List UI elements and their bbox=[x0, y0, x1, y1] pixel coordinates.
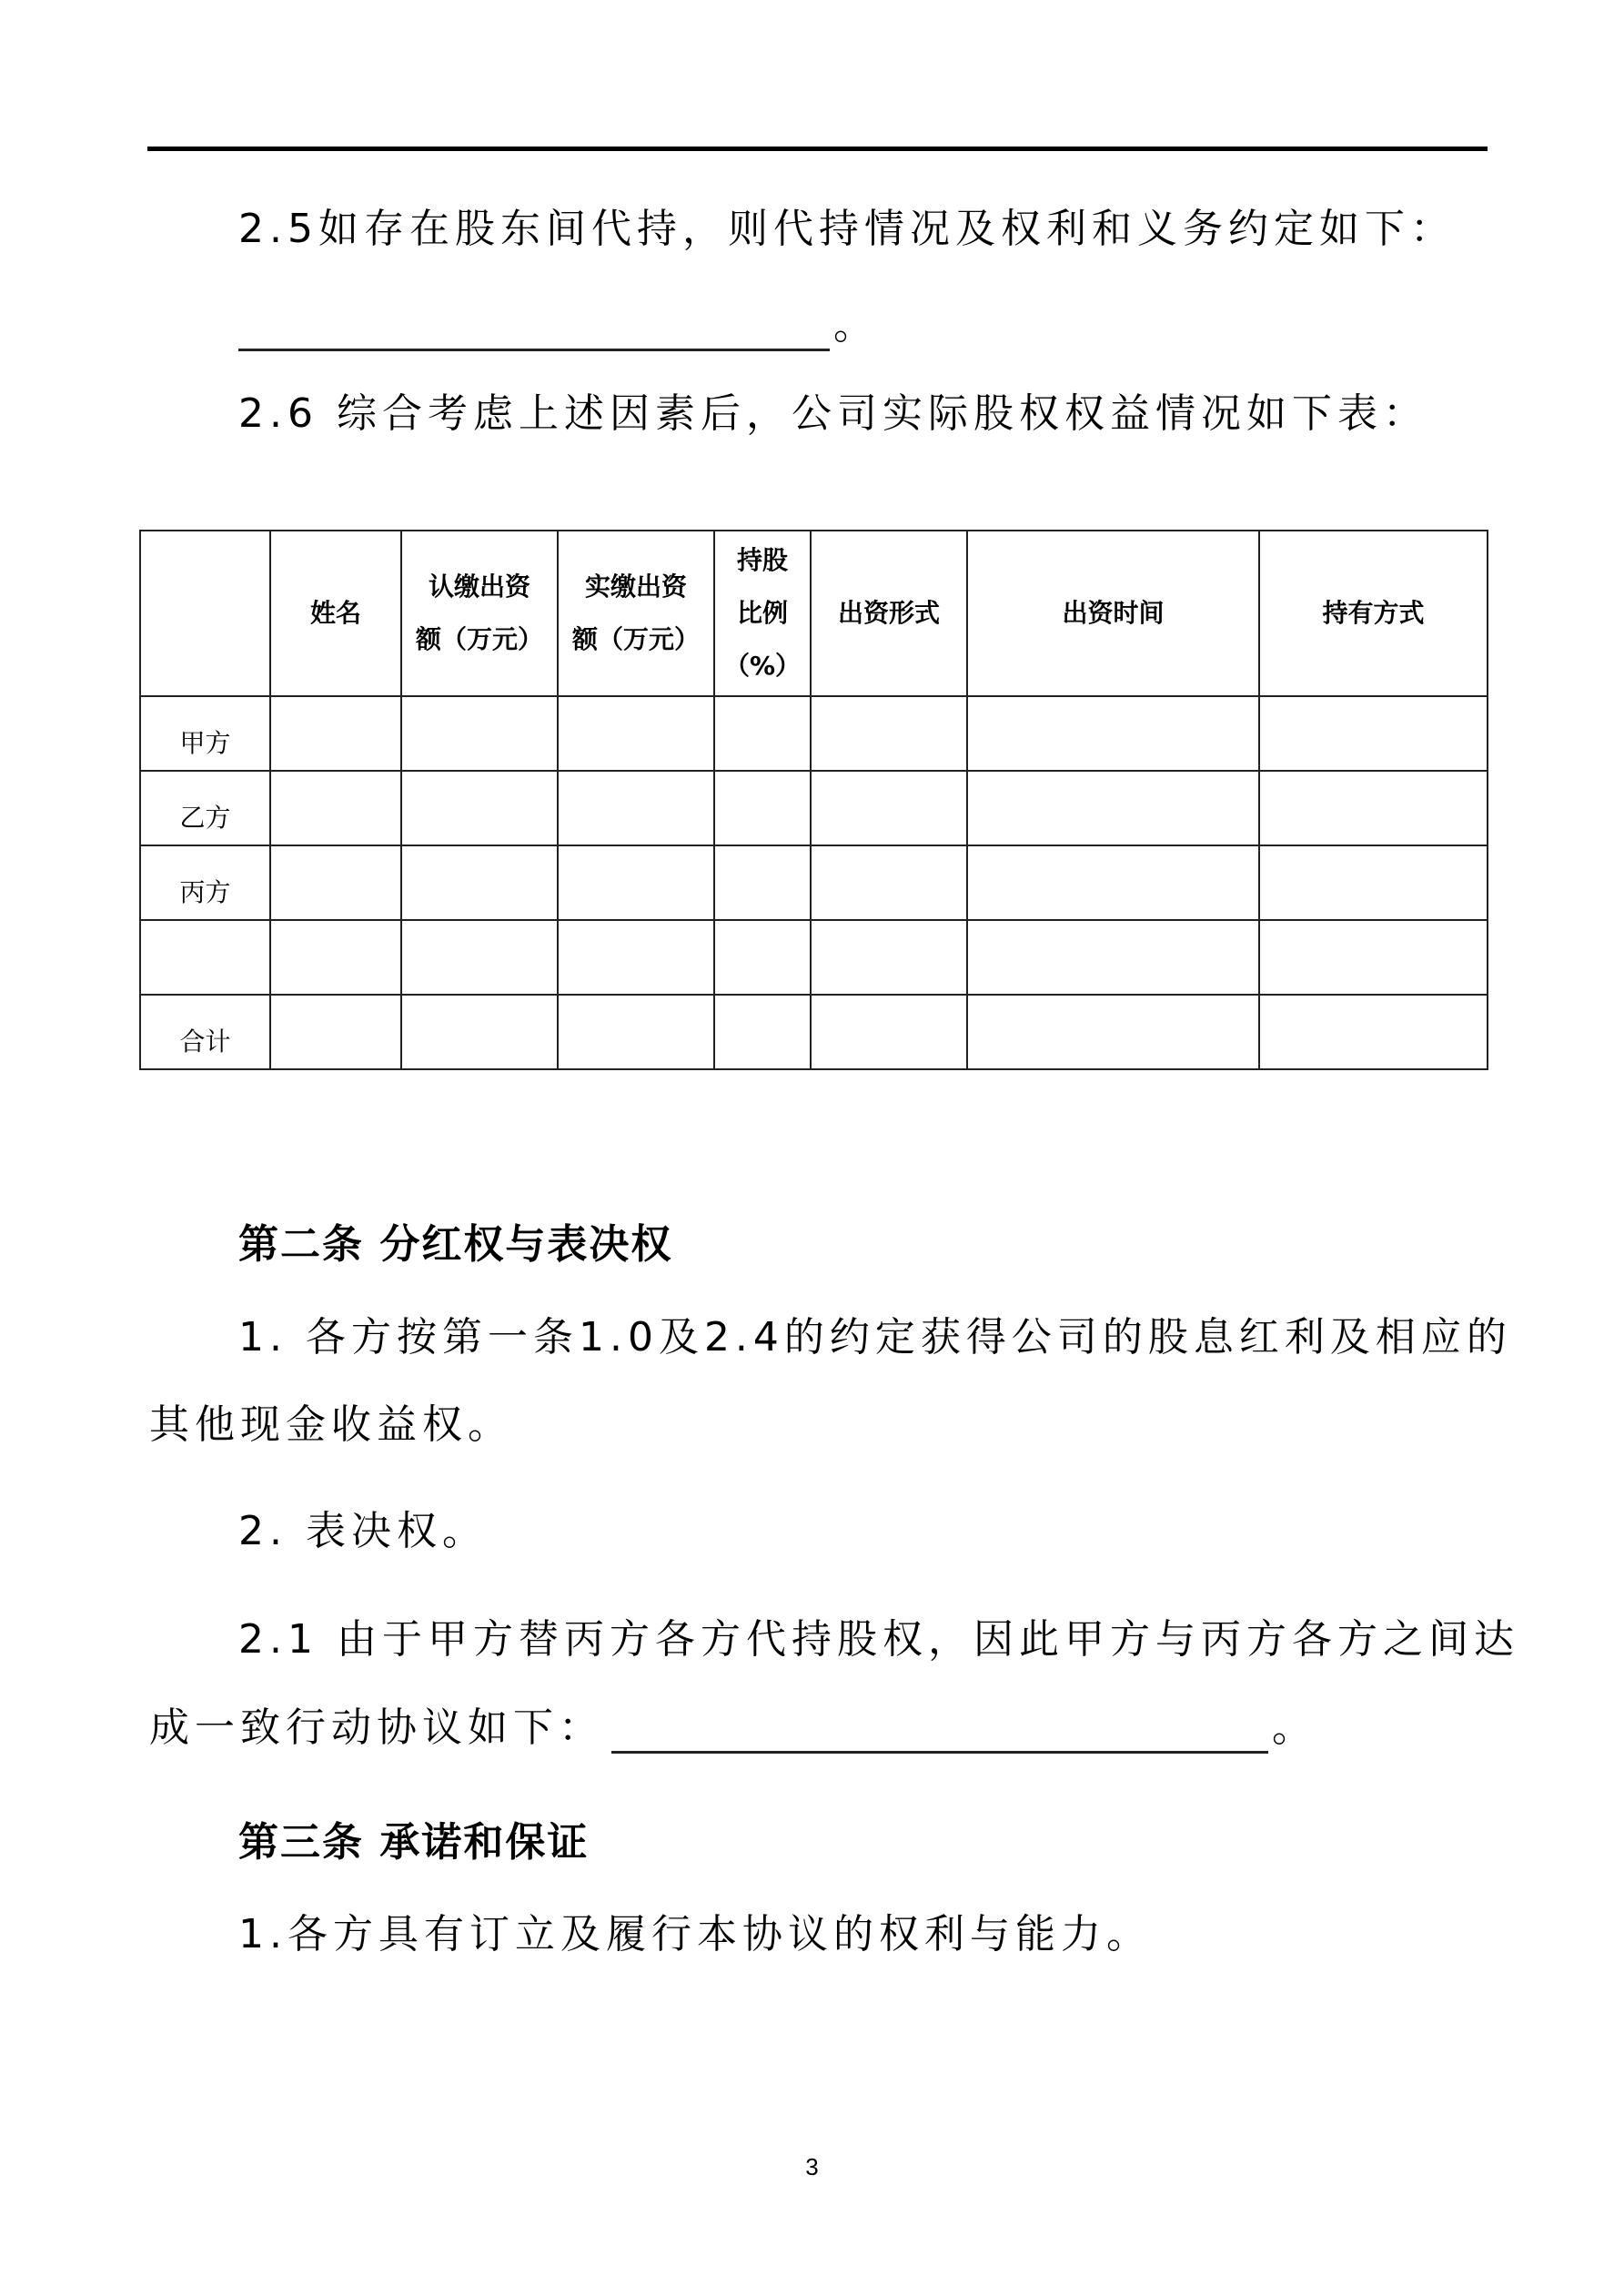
header-paid-line2: 额（万元） bbox=[571, 624, 700, 654]
table-cell[interactable] bbox=[967, 845, 1259, 920]
header-holding-method: 持有方式 bbox=[1259, 531, 1488, 696]
table-cell[interactable] bbox=[558, 845, 714, 920]
article-2-item-1-line2: 其他现金收益权。 bbox=[149, 1401, 513, 1448]
table-cell[interactable] bbox=[714, 995, 811, 1069]
table-cell[interactable] bbox=[401, 771, 558, 845]
table-header-row bbox=[140, 531, 1488, 696]
clause-2-6-text: 2.6 综合考虑上述因素后，公司实际股权权益情况如下表： bbox=[238, 390, 1428, 437]
table-cell[interactable] bbox=[811, 920, 967, 995]
header-name: 姓名 bbox=[270, 531, 401, 696]
table-row bbox=[140, 696, 1488, 771]
item-2-1-text: 成一致行动协议如下： bbox=[149, 1704, 604, 1751]
table-cell[interactable] bbox=[270, 696, 401, 771]
table-cell[interactable] bbox=[714, 845, 811, 920]
table-cell[interactable] bbox=[270, 920, 401, 995]
fill-in-blank[interactable] bbox=[611, 1714, 1268, 1754]
clause-2-5 bbox=[238, 204, 1456, 255]
header-ratio bbox=[714, 531, 811, 696]
row-label bbox=[140, 920, 270, 995]
header-rule bbox=[147, 147, 1488, 151]
header-empty bbox=[140, 531, 270, 696]
table-cell[interactable] bbox=[714, 696, 811, 771]
table-cell[interactable] bbox=[967, 920, 1259, 995]
table-cell[interactable] bbox=[558, 995, 714, 1069]
table-cell[interactable] bbox=[811, 995, 967, 1069]
clause-2-5-blank-line bbox=[238, 300, 879, 351]
table-cell[interactable] bbox=[1259, 696, 1488, 771]
table-cell[interactable] bbox=[270, 771, 401, 845]
table-cell[interactable] bbox=[401, 995, 558, 1069]
table-cell[interactable] bbox=[811, 696, 967, 771]
blank-suffix: 。 bbox=[833, 302, 879, 349]
table-cell[interactable] bbox=[967, 696, 1259, 771]
table-cell[interactable] bbox=[1259, 920, 1488, 995]
table-row-total bbox=[140, 995, 1488, 1069]
header-ratio-line1: 持股 bbox=[736, 545, 788, 575]
table-cell[interactable] bbox=[1259, 771, 1488, 845]
fill-in-blank[interactable] bbox=[238, 312, 830, 351]
table-cell[interactable] bbox=[811, 771, 967, 845]
table-cell[interactable] bbox=[811, 845, 967, 920]
header-contribution-form: 出资形式 bbox=[811, 531, 967, 696]
table-row bbox=[140, 845, 1488, 920]
header-subscribed-line2: 额（万元） bbox=[415, 624, 543, 654]
table-cell[interactable] bbox=[270, 845, 401, 920]
table-cell[interactable] bbox=[401, 696, 558, 771]
table-row bbox=[140, 771, 1488, 845]
table-cell[interactable] bbox=[714, 920, 811, 995]
clause-2-5-text: 2.5如存在股东间代持，则代持情况及权利和义务约定如下： bbox=[238, 206, 1456, 252]
table-cell[interactable] bbox=[714, 771, 811, 845]
header-subscribed bbox=[401, 531, 558, 696]
row-label: 合计 bbox=[140, 995, 270, 1069]
article-2-item-2: 2. 表决权。 bbox=[238, 1508, 488, 1554]
header-paid bbox=[558, 531, 714, 696]
table-cell[interactable] bbox=[270, 995, 401, 1069]
table-cell[interactable] bbox=[401, 845, 558, 920]
header-paid-line1: 实缴出资 bbox=[584, 571, 687, 602]
header-ratio-line3: （%） bbox=[723, 651, 802, 681]
article-3-item-1: 1.各方具有订立及履行本协议的权利与能力。 bbox=[238, 1911, 1152, 1957]
table-cell[interactable] bbox=[967, 995, 1259, 1069]
table-cell[interactable] bbox=[967, 771, 1259, 845]
table-cell[interactable] bbox=[558, 696, 714, 771]
article-3-heading: 第三条 承诺和保证 bbox=[238, 1819, 590, 1866]
article-2-item-2-1-line1: 2.1 由于甲方替丙方各方代持股权，因此甲方与丙方各方之间达 bbox=[238, 1616, 1519, 1663]
blank-suffix: 。 bbox=[1272, 1704, 1317, 1751]
article-2-heading: 第二条 分红权与表决权 bbox=[238, 1221, 673, 1268]
article-2-item-2-1-line2 bbox=[149, 1703, 1317, 1754]
equity-table bbox=[139, 530, 1488, 1070]
row-label: 乙方 bbox=[140, 771, 270, 845]
header-subscribed-line1: 认缴出资 bbox=[428, 571, 530, 602]
table-cell[interactable] bbox=[401, 920, 558, 995]
table-cell[interactable] bbox=[1259, 995, 1488, 1069]
table-cell[interactable] bbox=[558, 920, 714, 995]
header-contribution-time: 出资时间 bbox=[967, 531, 1259, 696]
page-number: 3 bbox=[805, 2153, 819, 2180]
clause-2-6 bbox=[238, 389, 1428, 440]
article-2-item-1-line1: 1. 各方按第一条1.0及2.4的约定获得公司的股息红利及相应的 bbox=[238, 1314, 1512, 1360]
table-cell[interactable] bbox=[1259, 845, 1488, 920]
table-row bbox=[140, 920, 1488, 995]
row-label: 丙方 bbox=[140, 845, 270, 920]
row-label: 甲方 bbox=[140, 696, 270, 771]
table-cell[interactable] bbox=[558, 771, 714, 845]
header-ratio-line2: 比例 bbox=[736, 598, 788, 628]
